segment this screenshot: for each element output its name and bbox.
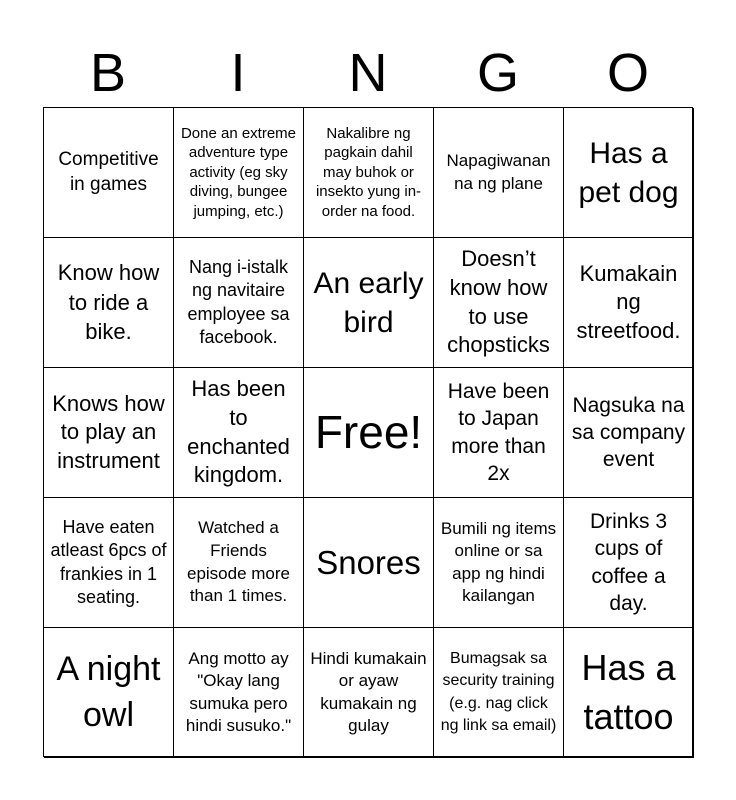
cell-text: Have eaten atleast 6pcs of frankies in 1 seating.: [50, 516, 167, 607]
bingo-cell[interactable]: [434, 368, 564, 498]
cell-text: Doesn’t know how to use chopsticks: [447, 246, 550, 358]
cell-text: Snores: [316, 543, 421, 581]
cell-text: Competitive in games: [58, 148, 159, 195]
cell-text: Have been to Japan more than 2x: [447, 379, 550, 485]
bingo-cell[interactable]: [434, 498, 564, 628]
header-letter-b: B: [89, 43, 127, 103]
bingo-cell[interactable]: [564, 628, 694, 758]
cell-text: Napagiwanan na ng plane: [446, 150, 551, 193]
cell-text: Nagsuka na sa company event: [571, 393, 686, 472]
bingo-cell[interactable]: [564, 108, 694, 238]
cell-text: Has a tattoo: [581, 646, 676, 737]
cell-text: Ang motto ay "Okay lang sumuka pero hindi susuko.": [185, 649, 292, 735]
cell-text: Kumakain ng streetfood.: [576, 260, 681, 343]
cell-text: Knows how to play an instrument: [52, 390, 165, 473]
bingo-cell[interactable]: [44, 238, 174, 368]
cell-text: Hindi kumakain or ayaw kumakain ng gulay: [310, 649, 427, 735]
header-letter-i: I: [230, 43, 246, 103]
bingo-cell[interactable]: [44, 628, 174, 758]
bingo-cell[interactable]: [174, 238, 304, 368]
bingo-cell[interactable]: [174, 108, 304, 238]
cell-text: Nang i-istalk ng navitaire employee sa facebook.: [187, 256, 290, 347]
cell-text: An early bird: [313, 266, 424, 339]
cell-text: Done an extreme adventure type activity (eg sky diving, bungee jumping, etc.): [180, 124, 297, 220]
bingo-cell[interactable]: [44, 498, 174, 628]
bingo-cell[interactable]: [174, 498, 304, 628]
free-space-label: Free!: [314, 405, 423, 458]
bingo-cell[interactable]: [44, 368, 174, 498]
bingo-cell[interactable]: [564, 238, 694, 368]
free-space-cell[interactable]: [304, 368, 434, 498]
cell-text: Has been to enchanted kingdom.: [187, 376, 290, 488]
bingo-cell[interactable]: [304, 498, 434, 628]
header-letter-g: G: [476, 43, 519, 103]
bingo-cell[interactable]: [304, 628, 434, 758]
cell-text: Bumili ng items online or sa app ng hindi kailangan: [440, 519, 557, 605]
cell-text: Drinks 3 cups of coffee a day.: [589, 509, 668, 615]
bingo-cell[interactable]: [44, 108, 174, 238]
bingo-cell[interactable]: [564, 368, 694, 498]
bingo-cell[interactable]: [434, 108, 564, 238]
cell-text: Watched a Friends episode more than 1 times.: [186, 517, 290, 606]
bingo-cell[interactable]: [564, 498, 694, 628]
bingo-cell[interactable]: [174, 368, 304, 498]
bingo-cell[interactable]: [434, 628, 564, 758]
cell-text: Has a pet dog: [578, 136, 679, 209]
bingo-cell[interactable]: [304, 238, 434, 368]
cell-text: A night owl: [56, 649, 161, 734]
header-letter-n: N: [348, 43, 388, 103]
bingo-cell[interactable]: [434, 238, 564, 368]
cell-text: Bumagsak sa security training (e.g. nag click ng link sa email): [440, 649, 557, 734]
bingo-cell[interactable]: [174, 628, 304, 758]
cell-text: Nakalibre ng pagkain dahil may buhok or insekto yung in-order na food.: [315, 124, 422, 220]
bingo-card-grid: [43, 107, 693, 757]
bingo-header: [43, 40, 693, 106]
cell-text: Know how to ride a bike.: [57, 259, 160, 345]
header-letter-o: O: [606, 43, 649, 103]
bingo-cell[interactable]: [304, 108, 434, 238]
